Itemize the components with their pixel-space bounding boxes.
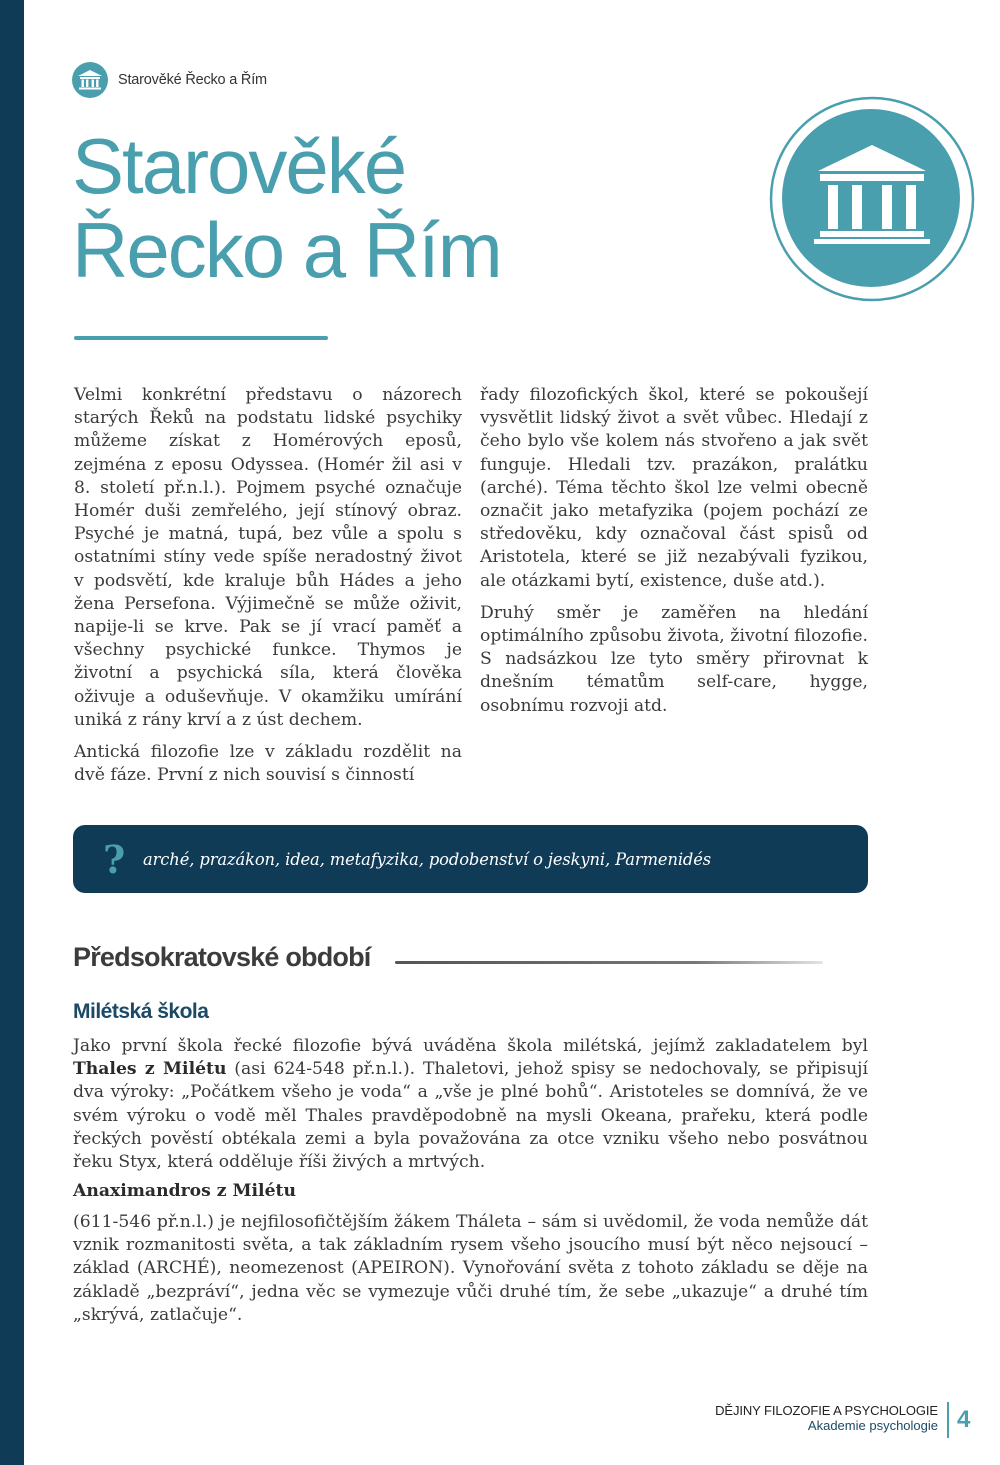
title-line-1: Starověké <box>72 122 406 210</box>
section-title: Předsokratovské období <box>73 942 371 972</box>
paragraph-text: (asi 624-548 př.n.l.). Thaletovi, jehož spisy se nedochovaly, se připisují dva výroky: „Počátkem všeho je voda“ a „vše je plné bohů“. Aristoteles se domnívá, že ve svém výroku o vodě měl Thales pravděpodobně na mysli Okeana, prařeku, která podle řeckých pověstí obtékala zemi a byla považována za otce vzniku všeho nebo posvátnou řeku Styx, která odděluje říši živých a mrtvých. <box>73 1059 868 1173</box>
section-heading <box>73 942 371 973</box>
footer-book-title: DĚJINY FILOZOFIE A PSYCHOLOGIE <box>715 1403 938 1418</box>
paragraph-text: Jako první škola řecké filozofie bývá uváděna škola milétská, jejímž zakladatelem byl <box>73 1036 868 1056</box>
anaximandros-heading: Anaximandros z Milétu <box>73 1181 296 1201</box>
temple-emblem-icon <box>768 95 976 303</box>
breadcrumb-label: Starověké Řecko a Řím <box>118 72 267 88</box>
page-title <box>72 124 501 292</box>
intro-paragraph: Druhý směr je zaměřen na hledání optimálního způsobu života, životní filozofie. S nadsázkou lze tyto směry přirovnat k dnešním tématům self-care, hygge, osobnímu rozvoji atd. <box>480 602 868 716</box>
question-mark-icon: ? <box>103 836 126 882</box>
page-number: 4 <box>957 1406 971 1433</box>
intro-paragraph: řady filozofických škol, které se pokoušejí vysvětlit lidský život a svět vůbec. Hledají z čeho bylo vše kolem nás stvořeno a jak svět funguje. Hledali tzv. prazákon, pralátku (arché). Téma těchto škol lze velmi obecně označit jako metafyzika (pojem pochází ze středověku, kdy označoval část spisů od Aristotela, které se již nezabývali fyzikou, ale otázkami bytí, existence, duše atd.). <box>480 385 868 591</box>
title-line-2: Řecko a Řím <box>72 206 501 294</box>
footer-publisher: Akademie psychologie <box>807 1418 938 1433</box>
intro-right-column <box>480 384 868 727</box>
side-bar <box>0 0 24 1465</box>
keywords-text: arché, prazákon, idea, metafyzika, podobenství o jeskyni, Parmenidés <box>143 849 712 869</box>
thales-paragraph <box>73 1035 868 1174</box>
subsection-title: Milétská škola <box>73 1000 209 1023</box>
footer-divider <box>947 1402 949 1438</box>
footer <box>715 1403 938 1433</box>
anaximandros-paragraph: (611-546 př.n.l.) je nejfilosofičtějším žákem Tháleta – sám si uvědomil, že voda nemůže dát vznik rozmanitosti světa, a tak základním rysem všeho jsoucího musí být něco nejsoucí – základ (ARCHÉ), neomezenost (APEIRON). Vynořování světa z tohoto základu se děje na základě „bezpráví“, jedna věc se vymezuje vůči druhé tím, že sebe „ukazuje“ a druhé tím „skrývá, zatlačuje“. <box>73 1212 868 1325</box>
thales-name: Thales z Milétu <box>73 1059 227 1080</box>
temple-icon <box>72 62 108 98</box>
keywords-box <box>73 825 868 893</box>
intro-left-column <box>74 384 462 796</box>
breadcrumb <box>72 62 267 98</box>
title-underline <box>74 336 328 340</box>
section-rule <box>395 961 823 964</box>
intro-paragraph: Velmi konkrétní představu o názorech starých Řeků na podstatu lidské psychiky můžeme získat z Homérových eposů, zejména z eposu Odyssea. (Homér žil asi v 8. století př.n.l.). Pojmem psyché označuje Homér duši zemřelého, její stínový obraz. Psyché je matná, tupá, bez vůle a spolu s ostatními stíny vede spíše neradostný život v podsvětí, kde kraluje bůh Hádes a jeho žena Persefona. Výjimečně se může oživit, napije-li se krve. Pak se jí vrací paměť a všechny psychické funkce. Thymos je životní a psychická síla, která člověka oživuje a oduševňuje. V okamžiku umírání uniká z rány krví a z úst dechem. <box>74 385 462 730</box>
intro-paragraph: Antická filozofie lze v základu rozdělit na dvě fáze. První z nich souvisí s činností <box>74 742 462 786</box>
